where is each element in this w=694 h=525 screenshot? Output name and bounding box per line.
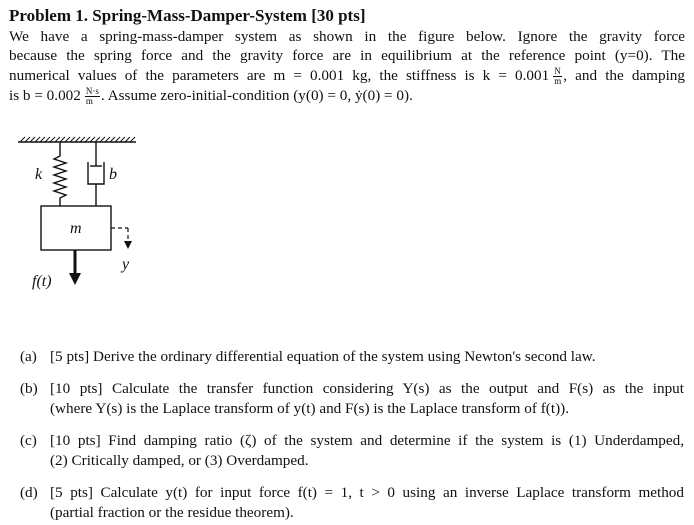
question-b-line-2: (where Y(s) is the Laplace transform of y(t) and F(s) is the Laplace transform of f(t)). <box>50 400 569 417</box>
question-b-line-1: [10 pts] Calculate the transfer function considering Y(s) as the output and F(s) as the input <box>50 380 684 397</box>
displacement-label: y <box>122 256 130 273</box>
intro-line-4-text: is b = 0.002 <box>9 86 81 104</box>
question-c <box>20 431 684 471</box>
damping-unit-numerator: N·s <box>85 85 99 96</box>
question-b <box>20 379 684 419</box>
spring-mass-damper-diagram <box>14 134 164 299</box>
question-b-label: (b) <box>20 380 38 397</box>
intro-line-3-text: numerical values of the parameters are m = 0.001 kg, the stiffness is k = 0.001 <box>9 66 550 84</box>
spring-icon <box>54 142 66 206</box>
ceiling-hatch <box>18 137 136 142</box>
question-c-line-2: (2) Critically damped, or (3) Overdamped. <box>50 452 309 469</box>
stiffness-unit-fraction <box>553 67 562 86</box>
mass-label: m <box>70 220 82 237</box>
question-b-text <box>50 379 684 419</box>
intro-line-2: because the spring force and the gravity force are in equilibrium at the reference point (y=0). The <box>9 47 685 65</box>
force-arrow <box>69 250 81 285</box>
question-d <box>20 483 684 523</box>
stiffness-unit-numerator: N <box>554 65 561 76</box>
intro-line-4-tail: . Assume zero-initial-condition (y(0) = 0, ẏ(0) = 0). <box>100 86 413 104</box>
intro-line-3-tail: , and the damping <box>563 66 685 84</box>
damping-unit-denominator: m <box>85 95 93 106</box>
intro-line-1: We have a spring-mass-damper system as shown in the figure below. Ignore the gravity force <box>9 28 685 45</box>
problem-intro <box>9 27 685 106</box>
question-c-label: (c) <box>20 432 37 449</box>
question-c-text <box>50 431 684 471</box>
question-d-line-1: [5 pts] Calculate y(t) for input force f(t) = 1, t > 0 using an inverse Laplace transform method <box>50 484 684 501</box>
question-c-line-1: [10 pts] Find damping ratio (ζ) of the system and determine if the system is (1) Underdamped, <box>50 432 684 449</box>
damping-unit-fraction <box>85 87 100 106</box>
damper-icon <box>88 142 104 206</box>
question-d-line-2: (partial fraction or the residue theorem). <box>50 504 294 521</box>
intro-line-4 <box>9 86 685 106</box>
spring-label: k <box>35 166 43 183</box>
question-a-line-1: [5 pts] Derive the ordinary differential equation of the system using Newton's second law. <box>50 348 596 365</box>
intro-line-3 <box>9 66 685 86</box>
problem-title: Problem 1. Spring-Mass-Damper-System [30 pts] <box>9 6 366 25</box>
displacement-arrow <box>111 228 132 249</box>
question-a-text <box>50 347 684 367</box>
question-a-label: (a) <box>20 348 37 365</box>
force-label: f(t) <box>32 273 52 290</box>
question-a <box>20 347 684 367</box>
stiffness-unit-denominator: m <box>554 75 562 86</box>
question-d-label: (d) <box>20 484 38 501</box>
damper-label: b <box>109 166 117 183</box>
question-d-text <box>50 483 684 523</box>
